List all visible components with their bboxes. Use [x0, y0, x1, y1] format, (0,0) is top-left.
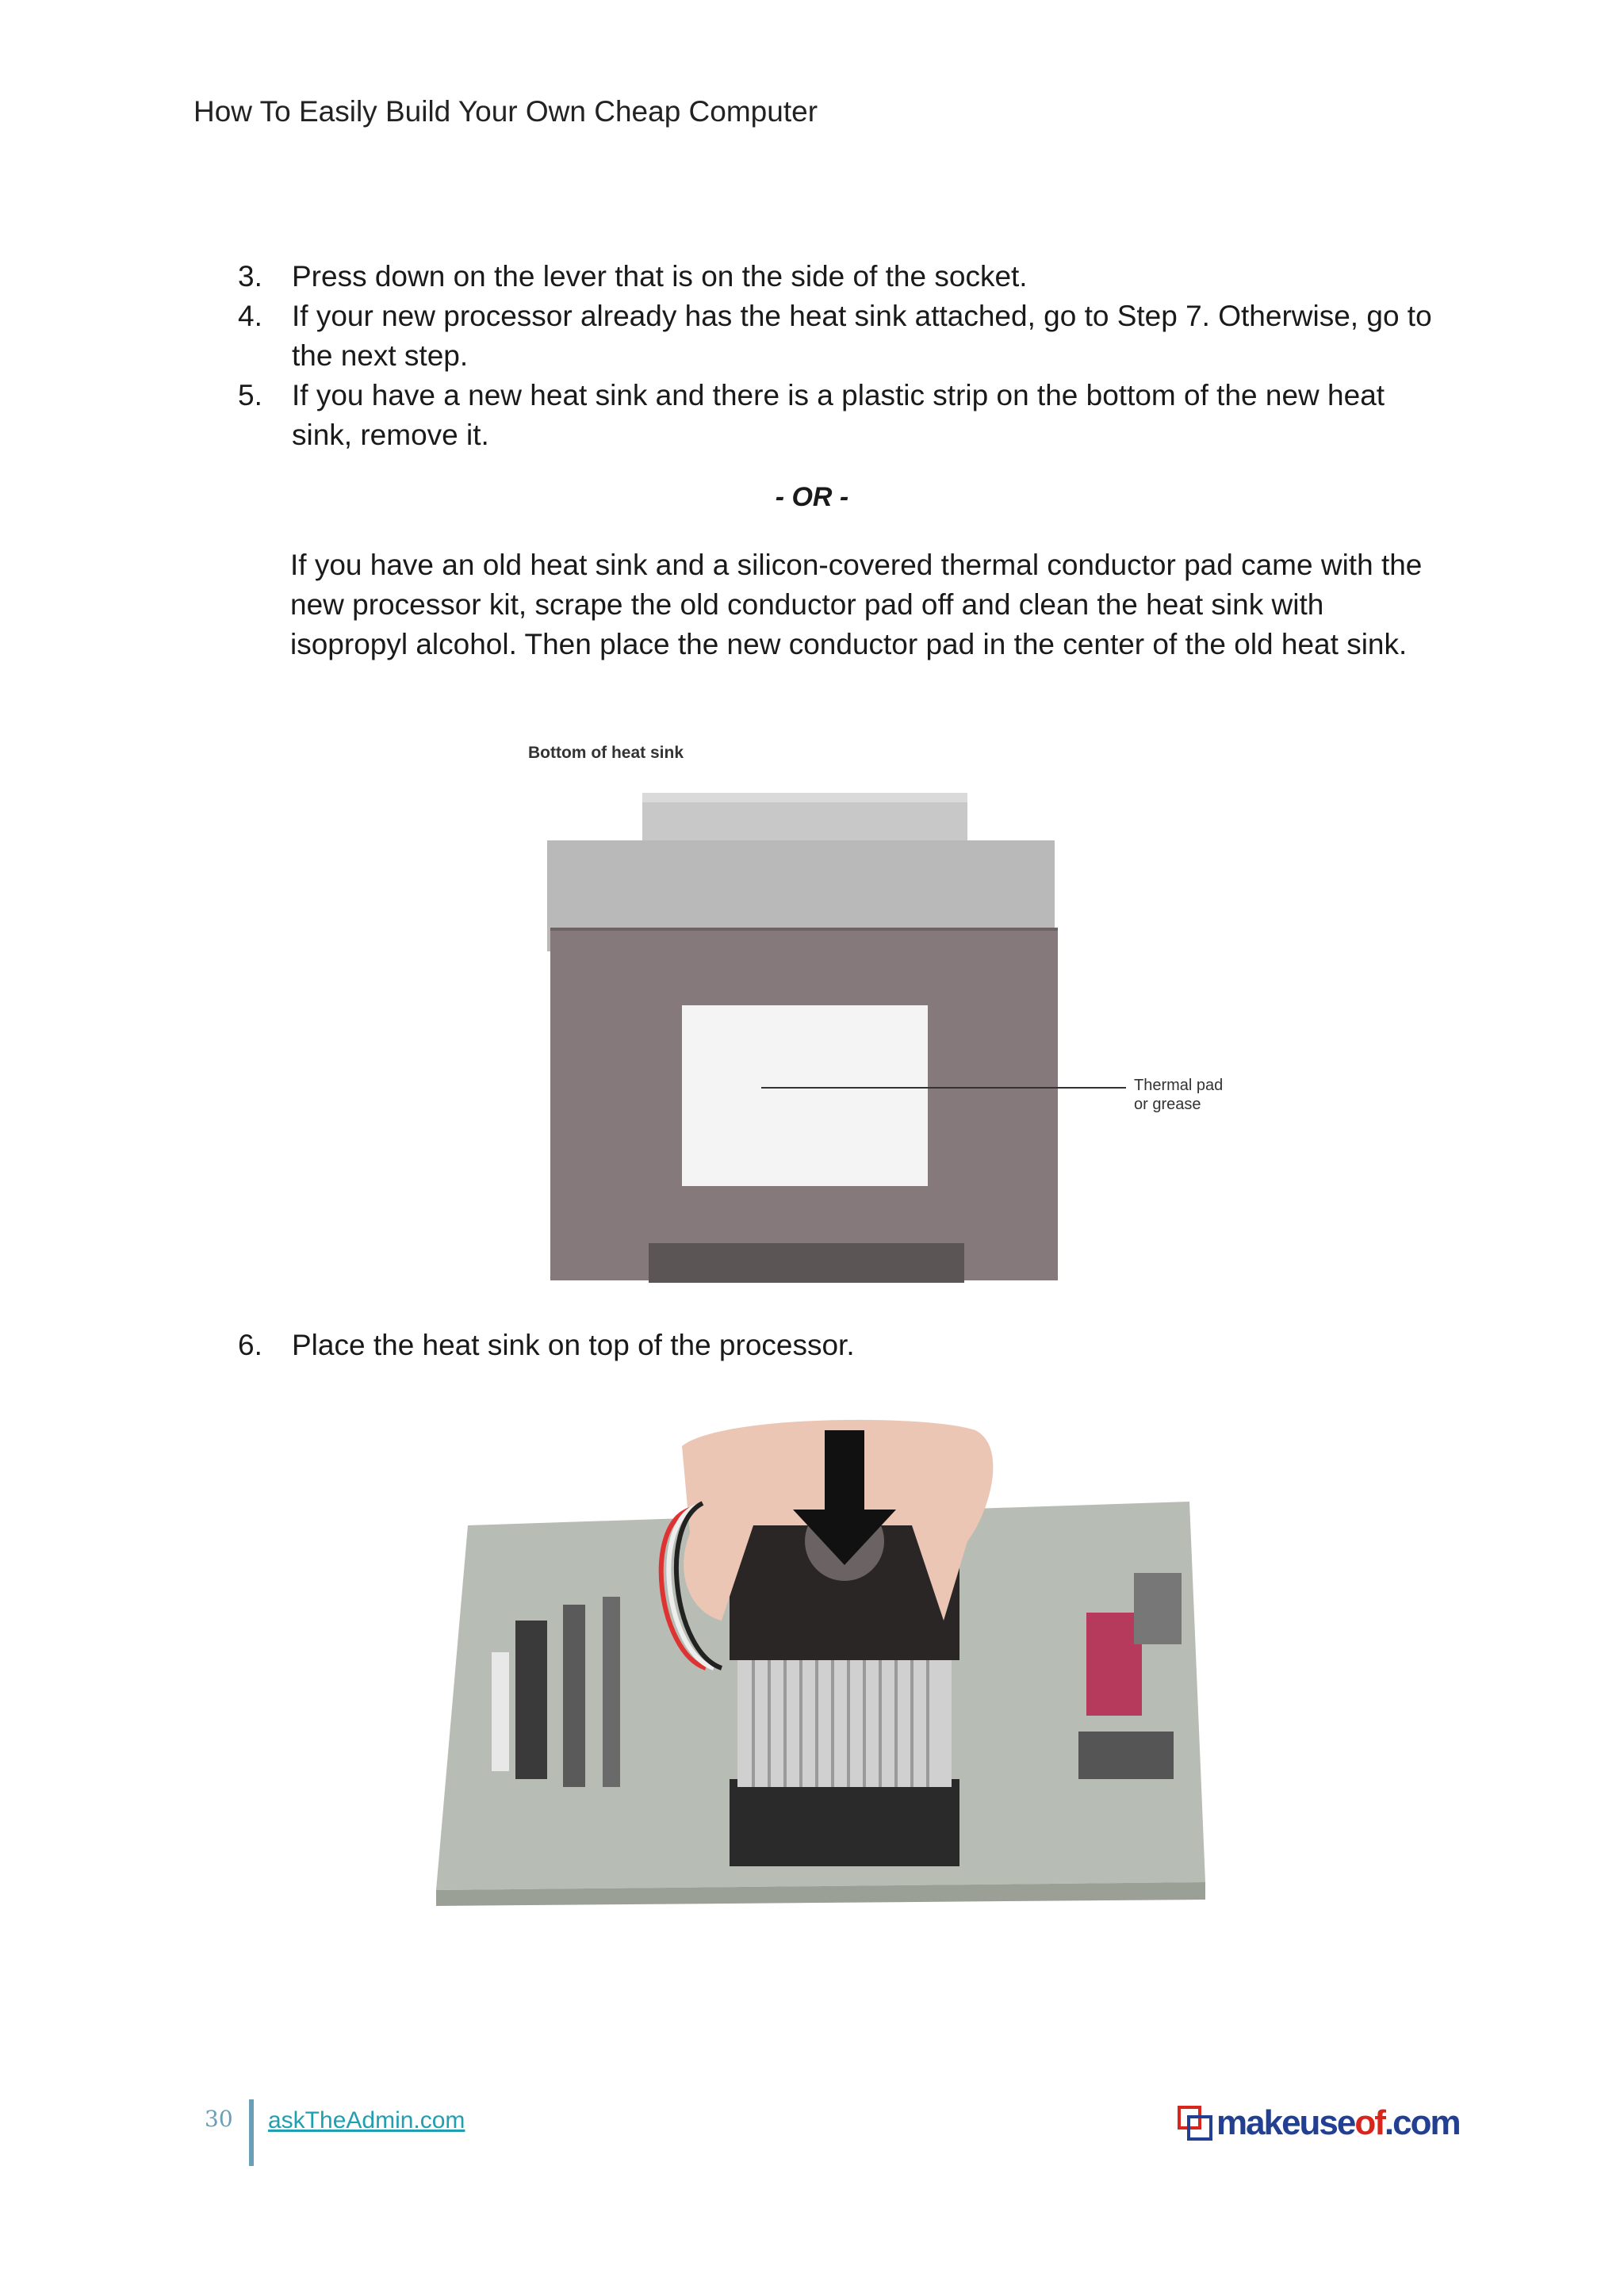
step-number: 6.: [238, 1329, 262, 1361]
steps-list: [238, 257, 1451, 455]
figure-caption: Bottom of heat sink: [528, 744, 684, 762]
heat-sink-install-photo: [420, 1414, 1213, 1906]
step-text: Place the heat sink on top of the processor.: [292, 1329, 855, 1361]
step-item: [238, 257, 1451, 297]
step-item: [238, 297, 1451, 376]
thermal-pad-callout: [1134, 1076, 1223, 1114]
step-item: [238, 1326, 1427, 1365]
makeuseof-logo-icon: [1177, 2105, 1213, 2141]
footer-divider: [249, 2099, 254, 2166]
makeuseof-logo: [1177, 2099, 1460, 2147]
step-text: If your new processor already has the heat sink attached, go to Step 7. Otherwise, go to the next step.: [292, 300, 1432, 372]
step-item: [238, 376, 1451, 455]
or-separator: - OR -: [775, 482, 849, 512]
logo-wordmark: makeuseof.com: [1216, 2103, 1460, 2142]
heat-sink-bottom-figure: [523, 737, 1237, 1284]
step-text: If you have a new heat sink and there is a plastic strip on the bottom of the new heat sink, remove it.: [292, 379, 1385, 451]
step-number: 5.: [238, 379, 262, 411]
callout-line-1: Thermal pad: [1134, 1077, 1224, 1094]
step-number: 3.: [238, 260, 262, 293]
page-number: 30: [205, 2106, 233, 2132]
asktheadmin-link[interactable]: askTheAdmin.com: [268, 2107, 465, 2133]
page-running-head: How To Easily Build Your Own Cheap Computer: [193, 95, 818, 128]
callout-line-2: or grease: [1134, 1096, 1201, 1113]
alternative-paragraph: If you have an old heat sink and a silicon-covered thermal conductor pad came with the new processor kit, scrape the old conductor pad off and clean the heat sink with isopropyl alcohol. Then place the new conductor pad in the center of the old heat sink.: [290, 549, 1423, 660]
step-text: Press down on the lever that is on the side of the socket.: [292, 260, 1028, 293]
step-number: 4.: [238, 300, 262, 332]
thermal-pad: [682, 1005, 928, 1186]
cpu-socket: [730, 1779, 959, 1866]
